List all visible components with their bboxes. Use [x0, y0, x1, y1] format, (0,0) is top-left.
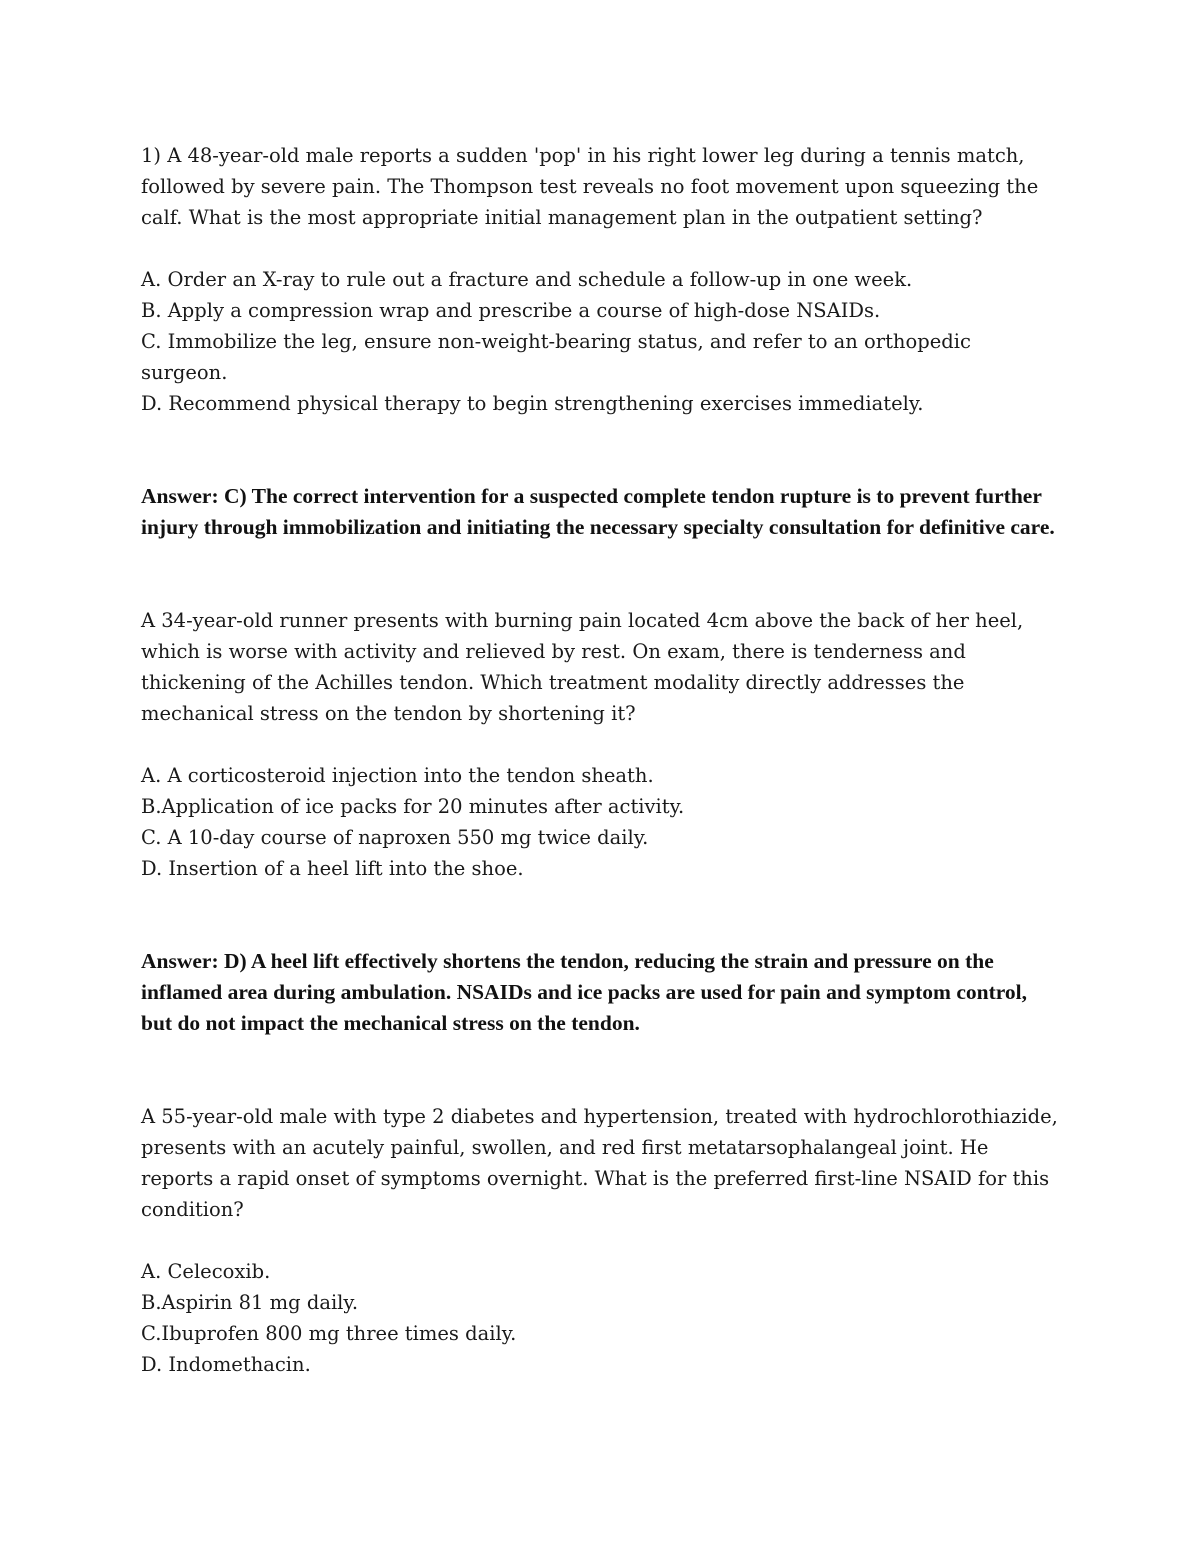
option-a: A. Order an X-ray to rule out a fracture and schedule a follow-up in one week.	[141, 268, 913, 291]
option-d: D. Recommend physical therapy to begin strengthening exercises immediately.	[141, 392, 924, 415]
option-c: C. A 10-day course of naproxen 550 mg twice daily.	[141, 826, 649, 849]
answer-explanation: Answer: D) A heel lift effectively shortens the tendon, reducing the strain and pressure on the inflamed area during ambulation. NSAIDs and ice packs are used for pain and symptom control, but do not impact the mechanical stress on the tendon.	[141, 949, 1027, 1035]
document-content	[141, 140, 1061, 1380]
option-b: B. Apply a compression wrap and prescribe a course of high-dose NSAIDs.	[141, 299, 881, 322]
answer-options	[141, 264, 1061, 419]
option-d: D. Insertion of a heel lift into the shoe.	[141, 857, 524, 880]
option-a: A. A corticosteroid injection into the tendon sheath.	[141, 764, 654, 787]
question-block-2	[141, 605, 1061, 1101]
option-c: C.Ibuprofen 800 mg three times daily.	[141, 1322, 517, 1345]
option-c: C. Immobilize the leg, ensure non-weight-bearing status, and refer to an orthopedic surgeon.	[141, 330, 971, 384]
answer-options	[141, 1256, 1061, 1380]
option-d: D. Indomethacin.	[141, 1353, 311, 1376]
answer-explanation: Answer: C) The correct intervention for a suspected complete tendon rupture is to prevent further injury through immobilization and initiating the necessary specialty consultation for definitive care.	[141, 484, 1055, 539]
answer-options	[141, 760, 1061, 884]
question-block-3	[141, 1101, 1061, 1380]
question-block-1	[141, 140, 1061, 605]
option-a: A. Celecoxib.	[141, 1260, 271, 1283]
option-b: B.Aspirin 81 mg daily.	[141, 1291, 359, 1314]
option-b: B.Application of ice packs for 20 minutes after activity.	[141, 795, 685, 818]
question-text: A 55-year-old male with type 2 diabetes and hypertension, treated with hydrochlorothiazide, presents with an acutely painful, swollen, and red first metatarsophalangeal joint. He reports a rapid onset of symptoms overnight. What is the preferred first-line NSAID for this condition?	[141, 1105, 1058, 1221]
question-text: 1) A 48-year-old male reports a sudden 'pop' in his right lower leg during a tennis match, followed by severe pain. The Thompson test reveals no foot movement upon squeezing the calf. What is the most appropriate initial management plan in the outpatient setting?	[141, 144, 1039, 229]
question-text: A 34-year-old runner presents with burning pain located 4cm above the back of her heel, which is worse with activity and relieved by rest. On exam, there is tenderness and thickening of the Achilles tendon. Which treatment modality directly addresses the mechanical stress on the tendon by shortening it?	[141, 609, 1024, 725]
